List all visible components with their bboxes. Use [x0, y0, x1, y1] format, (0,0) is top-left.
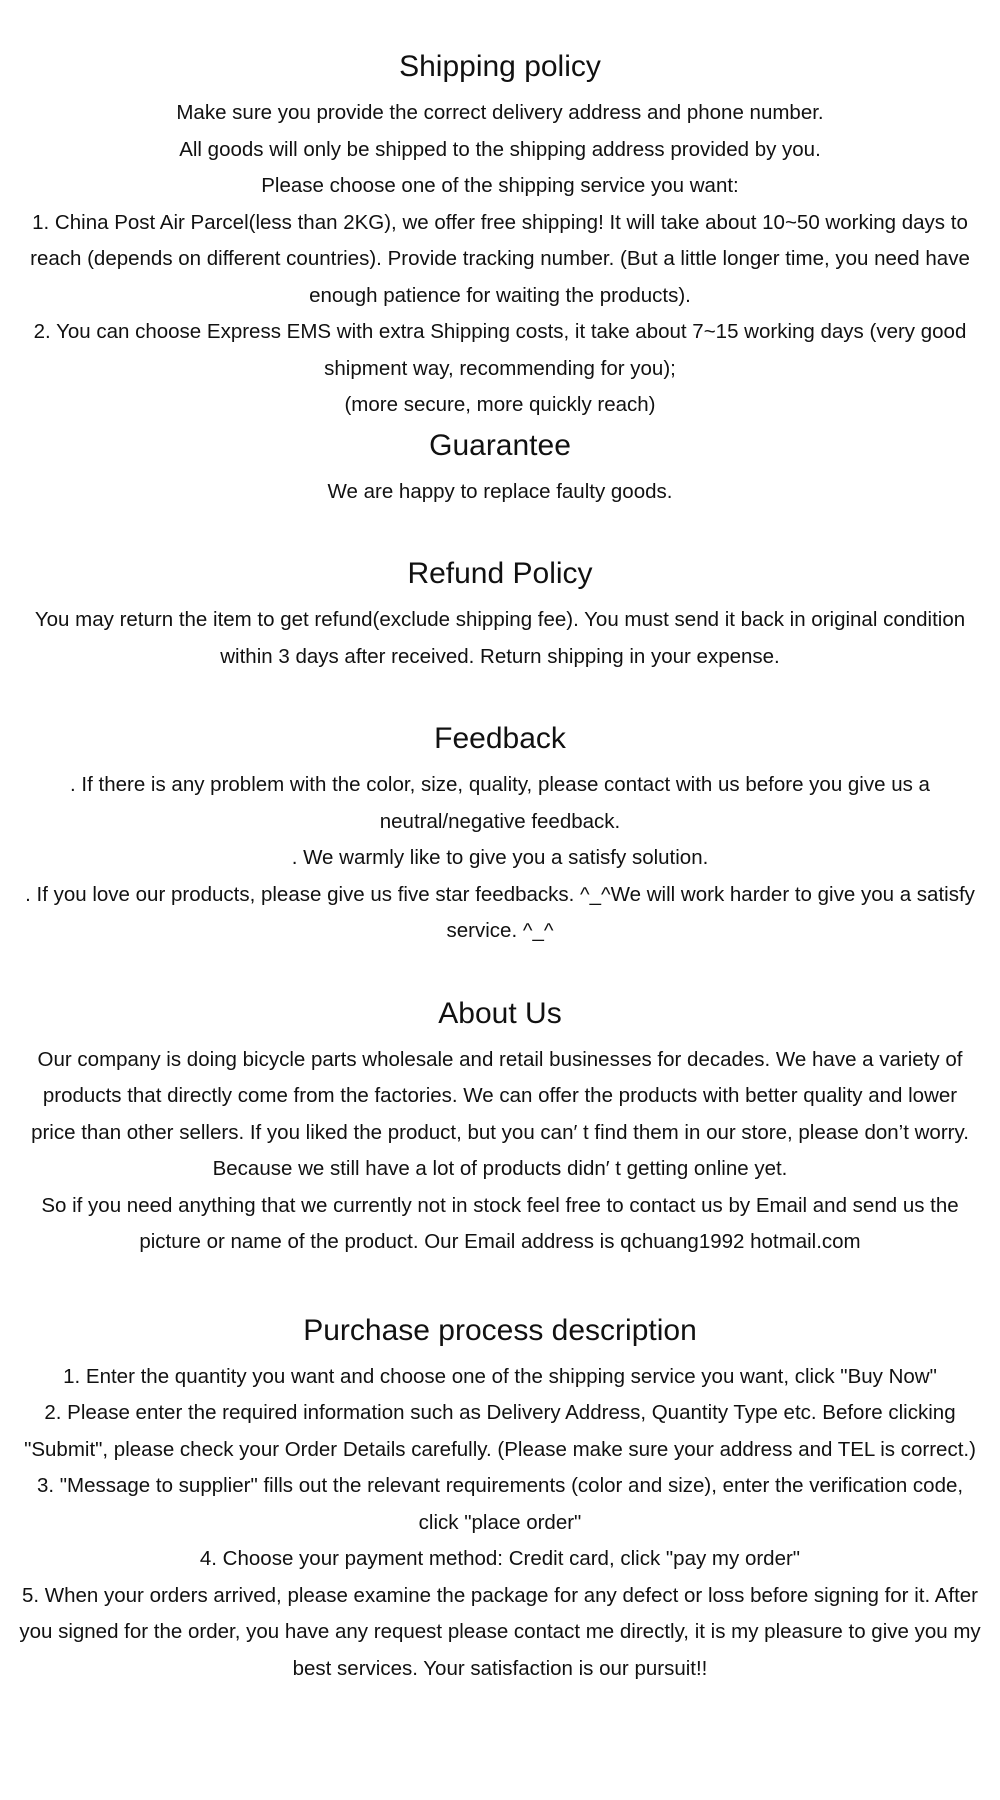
purchase-step: 4. Choose your payment method: Credit card, click "pay my order" [199, 1547, 801, 1570]
refund-line: You may return the item to get refund(exclude shipping fee). You must send it back in original condition within 3 days after received. Return shipping in your expense. [34, 608, 966, 668]
feedback-line: . We warmly like to give you a satisfy solution. [291, 846, 709, 869]
shipping-line: Make sure you provide the correct delivery address and phone number. [176, 101, 824, 124]
purchase-process-title: Purchase process description [303, 1313, 697, 1347]
about-us-title: About Us [438, 996, 562, 1030]
refund-policy-title: Refund Policy [407, 557, 593, 590]
about-line: Our company is doing bicycle parts wholesale and retail businesses for decades. We have a variety of products that directly come from the factories. We can offer the products with better quality and lower price than other sellers. If you liked the product, but you can′ t find them in our store, please don’t worry. Because we still have a lot of products didn′ t getting online yet. [31, 1047, 969, 1180]
shipping-policy-title: Shipping policy [399, 50, 601, 83]
feedback-line: . If there is any problem with the color, size, quality, please contact with us before you give us a neutral/negative feedback. [70, 773, 930, 833]
about-line: So if you need anything that we currently not in stock feel free to contact us by Email and send us the picture or name of the product. Our Email address is qchuang1992 hotmail.com [41, 1193, 959, 1253]
shipping-policy-section [18, 49, 982, 424]
shipping-line: (more secure, more quickly reach) [344, 393, 656, 416]
guarantee-title: Guarantee [429, 428, 571, 462]
shipping-option-china-post: 1. China Post Air Parcel(less than 2KG), we offer free shipping! It will take about 10~50 working days to reach (depends on different countries). Provide tracking number. (But a little longer time, you need have enough patience for waiting the products). [30, 210, 970, 307]
purchase-step: 5. When your orders arrived, please examine the package for any defect or loss before signing for it. After you signed for the order, you have any request please contact me directly, it is my pleasure to give you my best services. Your satisfaction is our pursuit!! [19, 1583, 981, 1680]
purchase-step: 1. Enter the quantity you want and choose one of the shipping service you want, click "Buy Now" [63, 1364, 937, 1388]
purchase-step: 3. "Message to supplier" fills out the relevant requirements (color and size), enter the verification code, click "place order" [36, 1474, 964, 1534]
feedback-line: . If you love our products, please give us five star feedbacks. ^_^We will work harder to give you a satisfy service. ^_^ [25, 882, 975, 942]
shipping-option-ems: 2. You can choose Express EMS with extra Shipping costs, it take about 7~15 working days (very good shipment way, recommending for you); [33, 320, 967, 380]
shipping-line: Please choose one of the shipping service you want: [261, 174, 739, 197]
guarantee-line: We are happy to replace faulty goods. [327, 479, 673, 503]
feedback-section [18, 721, 982, 950]
feedback-title: Feedback [434, 722, 566, 755]
guarantee-section [18, 428, 982, 511]
purchase-process-section [18, 1313, 982, 1688]
purchase-step: 2. Please enter the required information such as Delivery Address, Quantity Type etc. Before clicking "Submit", please check your Order Details carefully. (Please make sure your address and TEL is correct.) [24, 1401, 976, 1461]
refund-policy-section [18, 556, 982, 675]
about-us-section [18, 996, 982, 1261]
shipping-line: All goods will only be shipped to the shipping address provided by you. [179, 137, 821, 161]
